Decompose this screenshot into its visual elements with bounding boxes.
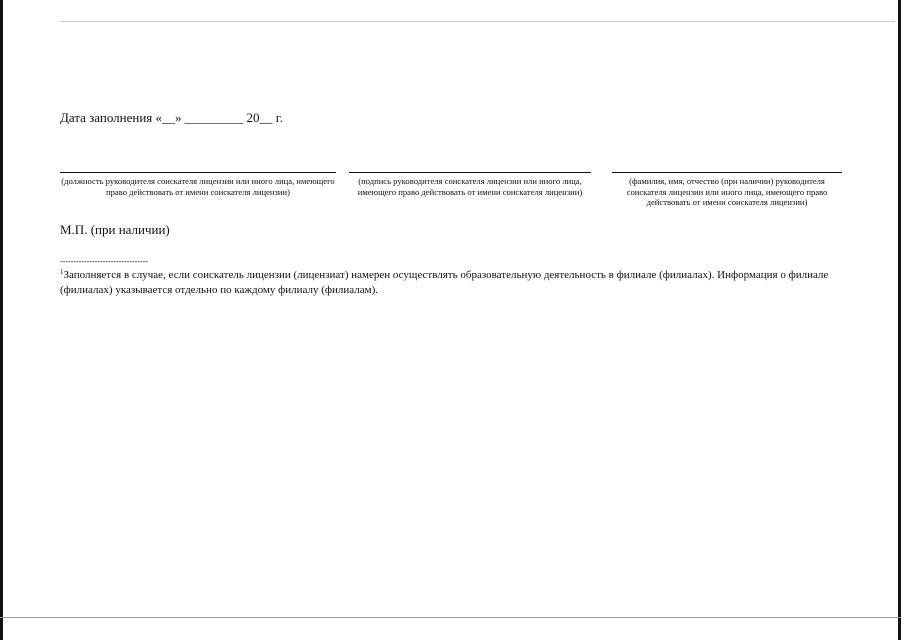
signature-line-signature: [349, 172, 591, 173]
signature-line-fullname: [612, 172, 842, 173]
scan-border-left: [0, 0, 3, 640]
signature-block-position: [60, 172, 336, 197]
footnote-text: Заполняется в случае, если соискатель лицензии (лицензиат) намерен осуществлять образовательную деятельность в филиале (филиалах). Информация о филиале (филиалах) указывается отдельно по каждому филиалу (филиалам).: [60, 269, 829, 296]
signature-block-fullname: [612, 172, 842, 208]
stamp-label: М.П. (при наличии): [60, 222, 170, 237]
signature-caption-signature: (подпись руководителя соискателя лицензии или иного лица, имеющего право действовать от имени соискателя лицензии): [357, 176, 583, 197]
footnote-marker: 1: [60, 268, 64, 276]
signature-line-position: [60, 172, 336, 173]
signature-block-signature: [349, 172, 591, 197]
signature-caption-position: (должность руководителя соискателя лицензии или иного лица, имеющего право действовать от имени соискателя лицензии): [61, 176, 335, 197]
footnote: [60, 268, 860, 298]
top-page-edge: [60, 21, 895, 22]
bottom-page-edge: [0, 617, 901, 618]
scan-border-right: [898, 0, 901, 640]
fill-date-line: Дата заполнения «__» _________ 20__ г.: [60, 110, 283, 125]
signature-caption-fullname: (фамилия, имя, отчество (при наличии) руководителя соискателя лицензии или иного лица, имеющего право действовать от имени соискателя лицензии): [626, 176, 828, 208]
footnote-separator: ---------------------------------: [60, 257, 148, 266]
